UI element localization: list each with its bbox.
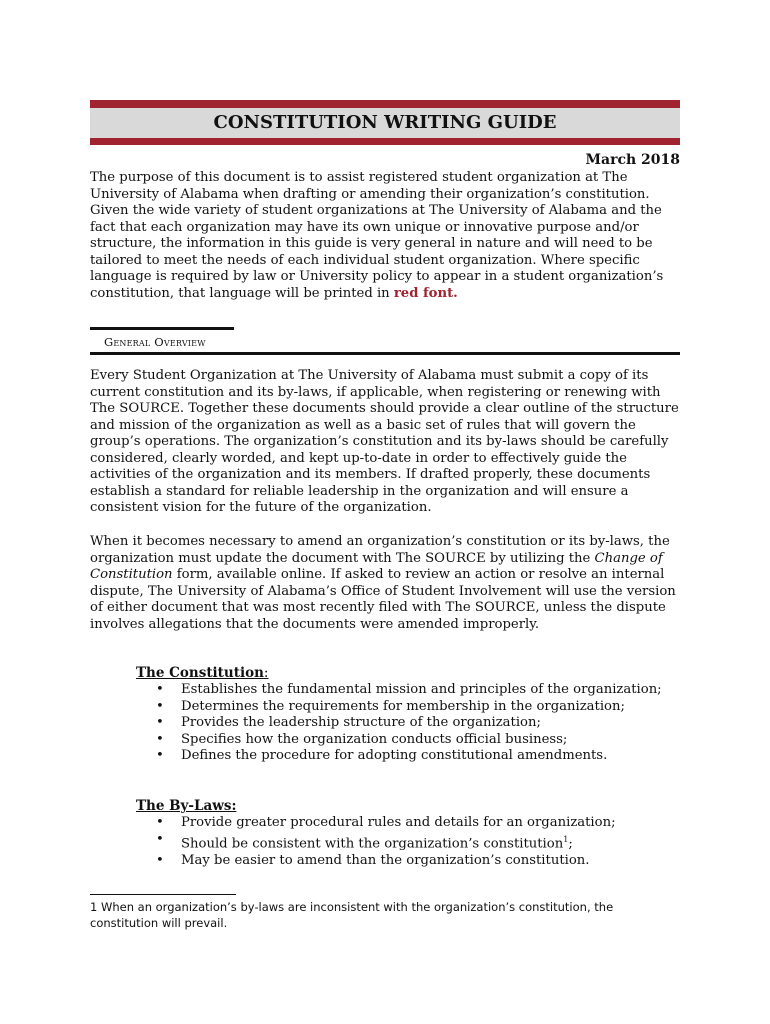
bullet-icon: • — [156, 831, 164, 847]
bullet-icon: • — [156, 731, 164, 747]
overview-paragraph-2-part-b: form, available online. If asked to review an action or resolve an internal dispute, The University of Alabama’s Office of Student Involvement will use the version of either document that was most recently filed with The SOURCE, unless the dispute involves allegations that the documents were amended improperly. — [90, 567, 676, 632]
constitution-bullet-list — [156, 682, 666, 765]
bullet-icon: • — [156, 815, 164, 830]
document-date: March 2018 — [585, 152, 680, 168]
bullet-icon: • — [156, 698, 164, 714]
bylaws-bullet-list — [156, 815, 666, 869]
bullet-icon: • — [156, 852, 164, 868]
list-item-text: Specifies how the organization conducts official business; — [181, 731, 568, 747]
list-item — [156, 815, 666, 832]
title-band-top-rule — [90, 100, 680, 108]
title-band — [90, 100, 680, 146]
change-of-constitution-form-name: Change of Constitution — [90, 550, 663, 582]
bullet-icon: • — [156, 715, 164, 731]
list-item — [156, 832, 666, 853]
list-item-text: May be easier to amend than the organization’s constitution. — [181, 852, 590, 868]
list-item-text: Provide greater procedural rules and details for an organization; — [181, 815, 616, 830]
list-item — [156, 748, 666, 765]
constitution-heading — [136, 665, 268, 681]
list-item — [156, 853, 666, 870]
bullet-icon: • — [156, 748, 164, 764]
list-item — [156, 715, 666, 732]
footnote-separator — [90, 894, 236, 895]
section-rule-short — [90, 327, 234, 330]
intro-red-text: red font. — [393, 285, 458, 301]
overview-paragraph-2-part-a: When it becomes necessary to amend an organization’s constitution or its by-laws, the organization must update the document with The SOURCE by utilizing the — [90, 534, 670, 566]
footnote-reference[interactable]: 1 — [563, 834, 569, 844]
list-item-text: Provides the leadership structure of the organization; — [181, 715, 541, 731]
section-rule-long — [90, 352, 680, 355]
list-item-text: Defines the procedure for adopting constitutional amendments. — [181, 748, 608, 764]
list-item — [156, 732, 666, 749]
bylaws-heading: The By-Laws: — [136, 798, 237, 814]
bullet-icon: • — [156, 682, 164, 697]
section-heading-general-overview: General Overview — [104, 335, 206, 349]
overview-paragraph-1: Every Student Organization at The University of Alabama must submit a copy of its current constitution and its by-laws, if applicable, when registering or renewing with The SOURCE. Together these documents should provide a clear outline of the structure and mission of the organization as well as a basic set of rules that will govern the group’s operations. The organization’s constitution and its by-laws should be carefully considered, clearly worded, and kept up-to-date in order to effectively guide the activities of the organization and its members. If drafted properly, these documents establish a standard for reliable leadership in the organization and will ensure a consistent vision for the future of the organization. — [90, 368, 679, 515]
list-item — [156, 682, 666, 699]
intro-paragraph — [90, 170, 686, 302]
list-item — [156, 699, 666, 716]
overview-paragraph-2 — [90, 534, 686, 633]
list-item-punctuation: ; — [568, 835, 573, 851]
constitution-heading-colon: : — [263, 665, 269, 681]
list-item-text: Should be consistent with the organization’s constitution — [181, 835, 564, 851]
intro-text: The purpose of this document is to assist registered student organization at The University of Alabama when drafting or amending their organization’s constitution. Given the wide variety of student organizations at The University of Alabama and the fact that each organization may have its own unique or innovative purpose and/or structure, the information in this guide is very general in nature and will need to be tailored to meet the needs of each individual student organization. Where specific language is required by law or University policy to appear in a student organization’s constitution, that language will be printed in — [90, 170, 664, 301]
list-item-text: Establishes the fundamental mission and principles of the organization; — [181, 682, 662, 697]
list-item-text: Determines the requirements for membership in the organization; — [181, 698, 625, 714]
page-title: CONSTITUTION WRITING GUIDE — [213, 112, 557, 133]
title-band-bottom-rule — [90, 138, 680, 145]
footnote: 1 When an organization’s by-laws are inconsistent with the organization’s constitution, the constitution will prevail. — [90, 900, 614, 930]
constitution-heading-text: The Constitution — [136, 665, 264, 681]
